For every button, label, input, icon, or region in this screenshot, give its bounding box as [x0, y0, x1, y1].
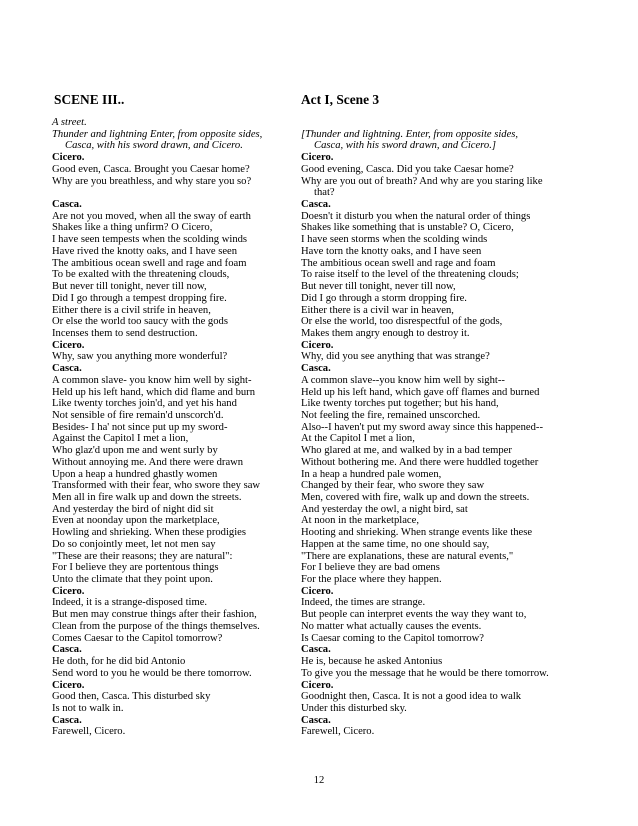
blank-line: [301, 117, 546, 129]
text-line: But never till tonight, never till now,: [52, 281, 207, 293]
text-line: "These are their reasons; they are natural":: [52, 550, 233, 562]
translation-text-lines: [301, 117, 549, 738]
spacer: [301, 108, 546, 117]
text-line: Is not to walk in.: [52, 702, 124, 714]
text-line: Is Caesar coming to the Capitol tomorrow?: [301, 632, 484, 644]
speaker-name: Cicero.: [52, 585, 85, 597]
text-line: Who glaz'd upon me and went surly by: [52, 445, 218, 457]
text-line: Farewell, Cicero.: [301, 726, 375, 738]
speaker-name: Casca.: [52, 363, 82, 375]
text-line: Held up his left hand, which did flame and burn: [52, 386, 255, 398]
speaker-name: Casca.: [52, 714, 82, 726]
speaker-name: Cicero.: [301, 585, 334, 597]
text-line: Makes them angry enough to destroy it.: [301, 327, 470, 339]
speaker-name: Cicero.: [52, 679, 85, 691]
text-line: Good even, Casca. Brought you Caesar home?: [52, 163, 250, 175]
text-line: I have seen storms when the scolding winds: [301, 234, 488, 246]
text-line: But men may construe things after their fashion,: [52, 609, 257, 621]
text-line: Who glared at me, and walked by in a bad temper: [301, 445, 512, 457]
text-line: And yesterday the owl, a night bird, sat: [301, 503, 468, 515]
act-scene-heading: Act I, Scene 3: [301, 92, 380, 107]
text-line: Did I go through a tempest dropping fire.: [52, 292, 227, 304]
text-line: Men, covered with fire, walk up and down the streets.: [301, 492, 530, 503]
spacer: [52, 108, 288, 117]
speaker-name: Cicero.: [301, 339, 334, 351]
text-line: At the Capitol I met a lion,: [301, 433, 415, 445]
text-line: Comes Caesar to the Capitol tomorrow?: [52, 632, 223, 644]
page-number: 12: [313, 775, 325, 786]
text-line: Farewell, Cicero.: [52, 726, 126, 738]
text-line: A common slave--you know him well by sight--: [301, 374, 505, 386]
original-text-lines: [52, 117, 288, 738]
text-line: At noon in the marketplace,: [301, 515, 419, 527]
original-text-column: [52, 92, 288, 738]
text-line: Without bothering me. And there were huddled together: [301, 456, 539, 468]
text-line: Unto the climate that they point upon.: [52, 574, 213, 586]
text-line: He is, because he asked Antonius: [301, 656, 443, 668]
text-line: I have seen tempests when the scolding winds: [52, 234, 248, 246]
text-line: Indeed, the times are strange.: [301, 597, 426, 609]
text-line: Have rived the knotty oaks, and I have seen: [52, 245, 238, 257]
text-line: "There are explanations, these are natural events,": [301, 550, 514, 562]
text-line: Doesn't it disturb you when the natural order of things: [301, 210, 531, 222]
text-line: Send word to you he would be there tomorrow.: [52, 667, 252, 679]
speaker-name: Cicero.: [52, 152, 85, 164]
speaker-name: Casca.: [301, 714, 331, 726]
text-line: Are not you moved, when all the sway of earth: [52, 210, 251, 222]
text-line: Incenses them to send destruction.: [52, 327, 198, 339]
text-line: But never till tonight, never till now,: [301, 281, 456, 293]
text-line: Do so conjointly meet, let not men say: [52, 538, 216, 550]
stage-direction: Casca, with his sword drawn, and Cicero.]: [314, 140, 496, 152]
text-line: To give you the message that he would be there tomorrow.: [301, 667, 549, 679]
speaker-name: Cicero.: [301, 679, 334, 691]
text-line: For I believe they are bad omens: [301, 562, 440, 574]
text-line: But people can interpret events the way they want to,: [301, 609, 527, 621]
text-line: Either there is a civil war in heaven,: [301, 304, 454, 316]
text-line: To be exalted with the threatening clouds,: [52, 269, 230, 281]
text-line: Without annoying me. And there were drawn: [52, 456, 244, 468]
text-line: Why are you breathless, and why stare you so?: [52, 175, 252, 187]
text-line: In a heap a hundred pale women,: [301, 468, 442, 480]
speaker-name: Cicero.: [52, 339, 85, 351]
text-line: Against the Capitol I met a lion,: [52, 433, 189, 445]
text-line: Or else the world too saucy with the gods: [52, 316, 228, 328]
stage-direction: A street.: [52, 117, 87, 128]
text-line: To raise itself to the level of the threatening clouds;: [301, 269, 519, 281]
text-line: Even at noonday upon the marketplace,: [52, 515, 220, 527]
text-line: Have torn the knotty oaks, and I have seen: [301, 245, 482, 257]
text-line: The ambitious ocean swell and rage and foam: [52, 257, 247, 269]
text-line: Under this disturbed sky.: [301, 702, 407, 714]
text-line: Or else the world, too disrespectful of the gods,: [301, 316, 503, 328]
text-line: Shakes like something that is unstable? O, Cicero,: [301, 222, 514, 234]
text-line: that?: [314, 187, 335, 199]
text-line: Also--I haven't put my sword away since this happened--: [301, 421, 543, 433]
stage-direction: [Thunder and lightning. Enter, from opposite sides,: [301, 128, 519, 140]
scene-heading: SCENE III..: [54, 92, 125, 107]
text-line: Held up his left hand, which gave off flames and burned: [301, 386, 540, 398]
speaker-name: Casca.: [301, 199, 331, 211]
text-line: Clean from the purpose of the things themselves.: [52, 620, 260, 632]
text-line: No matter what actually causes the events.: [301, 620, 482, 632]
text-line: Why, did you see anything that was strange?: [301, 351, 490, 363]
text-line: Changed by their fear, who swore they saw: [301, 480, 485, 492]
text-line: Like twenty torches join'd, and yet his hand: [52, 398, 237, 410]
blank-line: [52, 187, 288, 199]
text-line: Shakes like a thing unfirm? O Cicero,: [52, 222, 213, 234]
text-line: Either there is a civil strife in heaven,: [52, 304, 211, 316]
text-line: Upon a heap a hundred ghastly women: [52, 468, 218, 480]
text-line: Did I go through a storm dropping fire.: [301, 292, 467, 304]
speaker-name: Cicero.: [301, 152, 334, 164]
text-line: A common slave- you know him well by sight-: [52, 374, 252, 386]
speaker-name: Casca.: [52, 199, 82, 211]
text-line: Not feeling the fire, remained unscorched.: [301, 409, 481, 421]
text-line: And yesterday the bird of night did sit: [52, 503, 214, 515]
text-line: Good then, Casca. This disturbed sky: [52, 691, 211, 703]
text-line: For the place where they happen.: [301, 574, 442, 586]
text-line: He doth, for he did bid Antonio: [52, 656, 186, 668]
text-line: Howling and shrieking. When these prodigies: [52, 527, 246, 539]
speaker-name: Casca.: [52, 644, 82, 656]
text-line: Transformed with their fear, who swore they saw: [52, 480, 261, 492]
modern-translation-column: [301, 92, 549, 738]
text-line: Happen at the same time, no one should say,: [301, 538, 490, 550]
text-line: Hooting and shrieking. When strange events like these: [301, 527, 533, 539]
text-line: The ambitious ocean swell and rage and foam: [301, 257, 496, 269]
text-line: Why, saw you anything more wonderful?: [52, 351, 228, 363]
stage-direction: Thunder and lightning Enter, from opposite sides,: [52, 128, 263, 140]
text-line: Why are you out of breath? And why are you staring like: [301, 175, 543, 187]
text-line: Like twenty torches put together; but his hand,: [301, 398, 499, 410]
speaker-name: Casca.: [301, 644, 331, 656]
text-line: Indeed, it is a strange-disposed time.: [52, 597, 208, 609]
text-line: Goodnight then, Casca. It is not a good idea to walk: [301, 691, 522, 703]
text-line: Besides- I ha' not since put up my sword-: [52, 421, 228, 433]
speaker-name: Casca.: [301, 363, 331, 375]
stage-direction: Casca, with his sword drawn, and Cicero.: [65, 140, 243, 152]
text-line: Men all in fire walk up and down the streets.: [52, 492, 242, 503]
text-line: For I believe they are portentous things: [52, 562, 219, 574]
text-line: Not sensible of fire remain'd unscorch'd.: [52, 409, 224, 421]
text-line: Good evening, Casca. Did you take Caesar home?: [301, 163, 514, 175]
